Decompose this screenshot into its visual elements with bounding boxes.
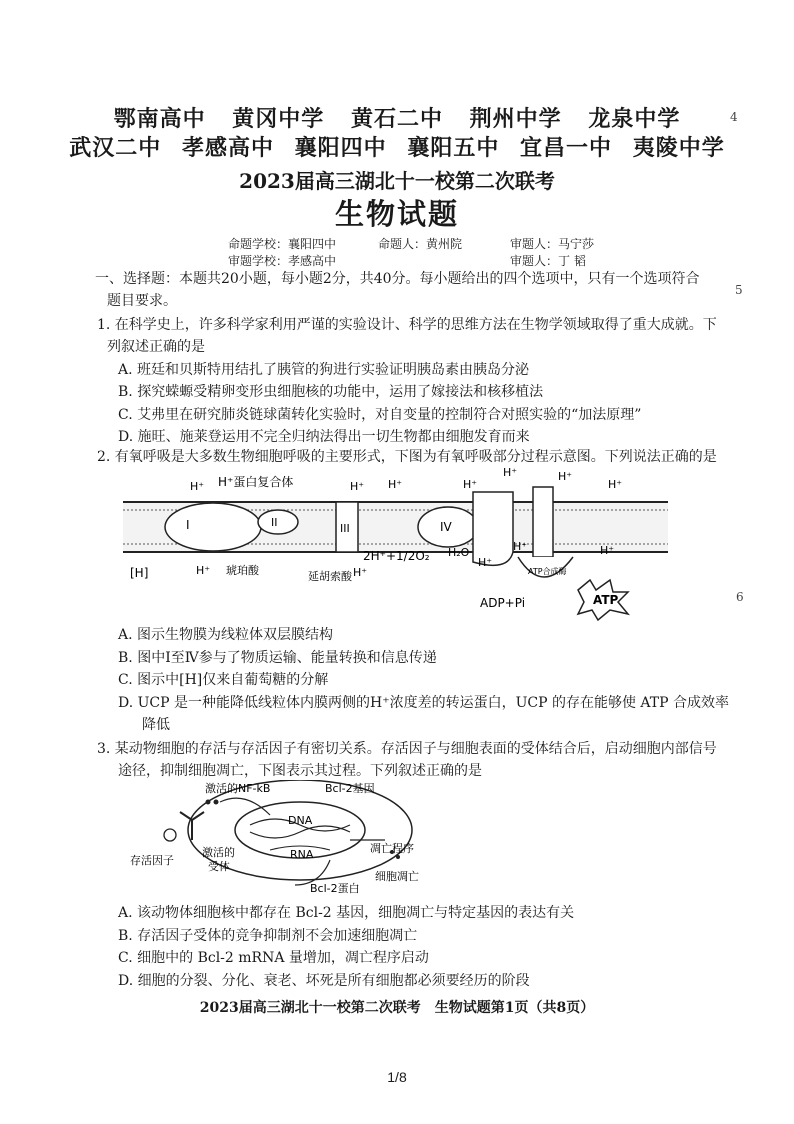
school-name: 武汉二中 <box>69 136 162 161</box>
school-name: 黄冈中学 <box>232 107 325 132</box>
roman-iv: IV <box>440 520 452 534</box>
option-c[interactable]: C. 细胞中的 Bcl-2 mRNA 量增加，凋亡程序启动 <box>118 950 429 966</box>
meta-reviewer-2: 审题人：丁 韬 <box>510 254 586 268</box>
survival-factor-label: 存活因子 <box>130 854 174 867</box>
atp-label: ATP <box>593 593 619 607</box>
section-instructions-cont: 题目要求。 <box>107 293 177 309</box>
option-b[interactable]: B. 图中Ⅰ至Ⅳ参与了物质运输、能量转换和信息传递 <box>118 650 437 666</box>
margin-number: 4 <box>730 110 738 124</box>
water-equation: 2H⁺+1/2O₂ <box>363 549 430 563</box>
question-stem: 2. 有氧呼吸是大多数生物细胞呼吸的主要形式，下图为有氧呼吸部分过程示意图。下列说法正确的是 <box>97 449 717 465</box>
nfkb-label: 激活的NF-kB <box>205 782 271 795</box>
school-name: 鄂南高中 <box>113 107 206 132</box>
cell-apoptosis-label: 细胞凋亡 <box>375 870 419 883</box>
h-plus-label: H⁺ <box>196 564 211 577</box>
meta-review-school: 审题学校：孝感高中 <box>228 254 337 268</box>
school-name: 襄阳四中 <box>294 136 387 161</box>
option-c[interactable]: C. 图示中[H]仅来自葡萄糖的分解 <box>118 672 329 688</box>
section-instructions: 一、选择题：本题共20小题，每小题2分，共40分。每小题给出的四个选项中，只有一个选项符合 <box>95 271 700 287</box>
roman-ii: II <box>271 516 278 529</box>
respiration-figure <box>118 462 678 622</box>
bcl2-protein-label: Bcl-2蛋白 <box>310 882 360 895</box>
school-name: 夷陵中学 <box>632 136 725 161</box>
h-plus-label: H⁺ <box>503 466 518 479</box>
activated-receptor-label: 激活的 <box>202 846 235 859</box>
option-b[interactable]: B. 探究蝾螈受精卵变形虫细胞核的功能中，运用了嫁接法和核移植法 <box>118 384 544 400</box>
school-name: 龙泉中学 <box>588 107 681 132</box>
h-plus-label: H⁺ <box>388 478 403 491</box>
apoptosis-figure <box>130 780 460 898</box>
meta-author: 命题人：黄州院 <box>378 237 463 251</box>
h-plus-label: H⁺ <box>190 480 205 493</box>
option-c[interactable]: C. 艾弗里在研究肺炎链球菌转化实验时，对自变量的控制符合对照实验的“加法原理” <box>118 407 642 423</box>
school-name: 宜昌一中 <box>520 136 613 161</box>
adp-label: ADP+Pi <box>480 596 526 610</box>
atp-synthase-label: ATP合成酶 <box>528 567 567 576</box>
option-a[interactable]: A. 该动物体细胞核中都存在 Bcl-2 基因，细胞凋亡与特定基因的表达有关 <box>118 905 575 921</box>
exam-title: 2023届高三湖北十一校第二次联考 <box>239 169 555 193</box>
h-plus-label: H⁺ <box>353 566 368 579</box>
h-plus-label: H⁺ <box>478 556 493 569</box>
schools-row-2 <box>0 131 794 162</box>
option-b[interactable]: B. 存活因子受体的竞争抑制剂不会加速细胞凋亡 <box>118 928 418 944</box>
school-name: 荆州中学 <box>469 107 562 132</box>
question-stem: 3. 某动物细胞的存活与存活因子有密切关系。存活因子与细胞表面的受体结合后，启动细胞内部信号 <box>97 741 717 757</box>
atp-synthase-shape <box>533 487 553 557</box>
margin-number: 5 <box>735 283 743 297</box>
page-footer: 2023届高三湖北十一校第二次联考 生物试题第1页（共8页） <box>199 1000 595 1016</box>
option-d[interactable]: D. 细胞的分裂、分化、衰老、坏死是所有细胞都必须要经历的阶段 <box>118 973 530 989</box>
roman-i: I <box>186 518 190 532</box>
school-name: 襄阳五中 <box>407 136 500 161</box>
schools-row-1 <box>0 102 794 133</box>
h-plus-label: H⁺ <box>600 544 615 557</box>
dna-label: DNA <box>288 814 313 827</box>
subject-title: 生物试题 <box>334 197 459 231</box>
meta-school: 命题学校：襄阳四中 <box>228 237 337 251</box>
school-name: 孝感高中 <box>181 136 274 161</box>
h-plus-label: H⁺ <box>350 480 365 493</box>
option-d[interactable]: D. UCP 是一种能降低线粒体内膜两侧的H⁺浓度差的转运蛋白，UCP 的存在能够使 ATP 合成效率 <box>118 695 729 711</box>
receptor-label: 受体 <box>208 860 230 873</box>
water-label: H₂O <box>448 546 470 559</box>
nadh-label: [H] <box>130 566 149 580</box>
h-plus-label: H⁺ <box>608 478 623 491</box>
h-plus-label: H⁺ <box>513 540 528 553</box>
complex-ii-shape <box>258 510 298 534</box>
rna-label: RNA <box>290 848 314 861</box>
margin-number: 6 <box>736 590 744 604</box>
bcl2-gene-label: Bcl-2基因 <box>325 782 375 795</box>
h-plus-label: H⁺ <box>558 470 573 483</box>
question-stem: 1. 在科学史上，许多科学家利用严谨的实验设计、科学的思维方法在生物学领域取得了重大成就。下 <box>97 317 717 333</box>
option-a[interactable]: A. 班廷和贝斯特用结扎了胰管的狗进行实验证明胰岛素由胰岛分泌 <box>118 362 530 378</box>
option-d[interactable]: D. 施旺、施莱登运用不完全归纳法得出一切生物都由细胞发育而来 <box>118 429 530 445</box>
meta-reviewer-1: 审题人：马宁莎 <box>510 237 595 251</box>
apoptosis-program-label: 凋亡程序 <box>370 842 414 855</box>
complex-label: H⁺蛋白复合体 <box>218 475 294 489</box>
school-name: 黄石二中 <box>350 107 443 132</box>
complex-i-shape <box>165 503 261 551</box>
question-stem-cont: 列叙述正确的是 <box>107 339 205 355</box>
question-stem-cont: 途径，抑制细胞凋亡，下图表示其过程。下列叙述正确的是 <box>118 763 482 779</box>
option-d-cont: 降低 <box>142 717 170 733</box>
roman-iii: III <box>340 522 350 535</box>
h-plus-label: H⁺ <box>463 478 478 491</box>
fumarate-label: 延胡索酸 <box>308 570 352 583</box>
page-number: 1/8 <box>387 1069 407 1085</box>
option-a[interactable]: A. 图示生物膜为线粒体双层膜结构 <box>118 627 334 643</box>
succinate-label: 琥珀酸 <box>226 564 259 577</box>
